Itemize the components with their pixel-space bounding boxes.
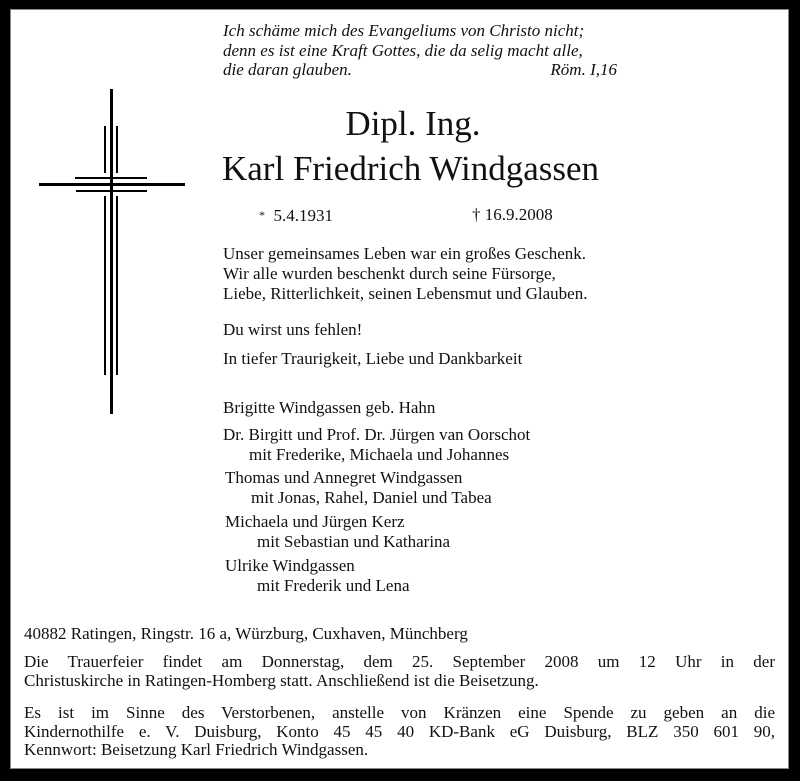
farewell-text: Du wirst uns fehlen! <box>223 320 363 339</box>
academic-title: Dipl. Ing. <box>345 104 481 143</box>
closing-text: In tiefer Traurigkeit, Liebe und Dankbarkeit <box>223 349 523 368</box>
mourner-entry <box>225 468 492 508</box>
mourner-entry <box>225 512 450 552</box>
mourner-entry <box>225 556 410 596</box>
deceased-name: Karl Friedrich Windgassen <box>222 149 600 188</box>
mourner-children: mit Sebastian und Katharina <box>257 532 451 551</box>
verse-line: Ich schäme mich des Evangeliums von Christo nicht; <box>223 21 585 40</box>
death-date: † 16.9.2008 <box>472 205 553 224</box>
funeral-line: Die Trauerfeier findet am Donnerstag, dem 25. September 2008 um 12 Uhr in der <box>24 652 775 671</box>
tribute-text <box>223 244 587 304</box>
family-address: 40882 Ratingen, Ringstr. 16 a, Würzburg, Cuxhaven, Münchberg <box>24 624 468 643</box>
donation-info <box>24 704 775 760</box>
mourner-children: mit Frederike, Michaela und Johannes <box>249 445 510 464</box>
mourner-entry <box>223 425 530 465</box>
mourner-name: Dr. Birgitt und Prof. Dr. Jürgen van Oorschot <box>223 425 531 444</box>
star-icon: * <box>259 208 265 222</box>
mourner-children: mit Jonas, Rahel, Daniel und Tabea <box>251 488 492 507</box>
verse-line <box>223 60 617 80</box>
funeral-line: Christuskirche in Ratingen-Homberg statt. Anschließend ist die Beisetzung. <box>24 670 539 690</box>
donation-line: Es ist im Sinne des Verstorbenen, anstelle von Kränzen eine Spende zu geben an die <box>24 703 775 722</box>
donation-line: Kennwort: Beisetzung Karl Friedrich Windgassen. <box>24 740 369 759</box>
mourner-name: Thomas und Annegret Windgassen <box>225 468 463 487</box>
obituary-notice <box>10 9 789 769</box>
mourner-entry: Brigitte Windgassen geb. Hahn <box>223 398 436 417</box>
bible-verse <box>223 21 617 80</box>
tribute-line: Unser gemeinsames Leben war ein großes Geschenk. <box>223 244 587 263</box>
verse-text: die daran glauben. <box>223 60 352 79</box>
tribute-line: Liebe, Ritterlichkeit, seinen Lebensmut und Glauben. <box>223 284 588 303</box>
mourner-children: mit Frederik und Lena <box>257 576 410 595</box>
dagger-icon: † <box>472 205 481 224</box>
donation-line: Kindernothilfe e. V. Duisburg, Konto 45 45 40 KD-Bank eG Duisburg, BLZ 350 601 90, <box>24 721 775 741</box>
verse-line: denn es ist eine Kraft Gottes, die da selig macht alle, <box>223 40 583 60</box>
funeral-info <box>24 653 775 690</box>
birth-date: * 5.4.1931 <box>259 206 333 225</box>
verse-reference: Röm. I,16 <box>550 60 617 79</box>
tribute-line: Wir alle wurden beschenkt durch seine Fürsorge, <box>223 264 556 283</box>
mourner-name: Ulrike Windgassen <box>225 556 355 575</box>
mourner-name: Michaela und Jürgen Kerz <box>225 512 405 531</box>
